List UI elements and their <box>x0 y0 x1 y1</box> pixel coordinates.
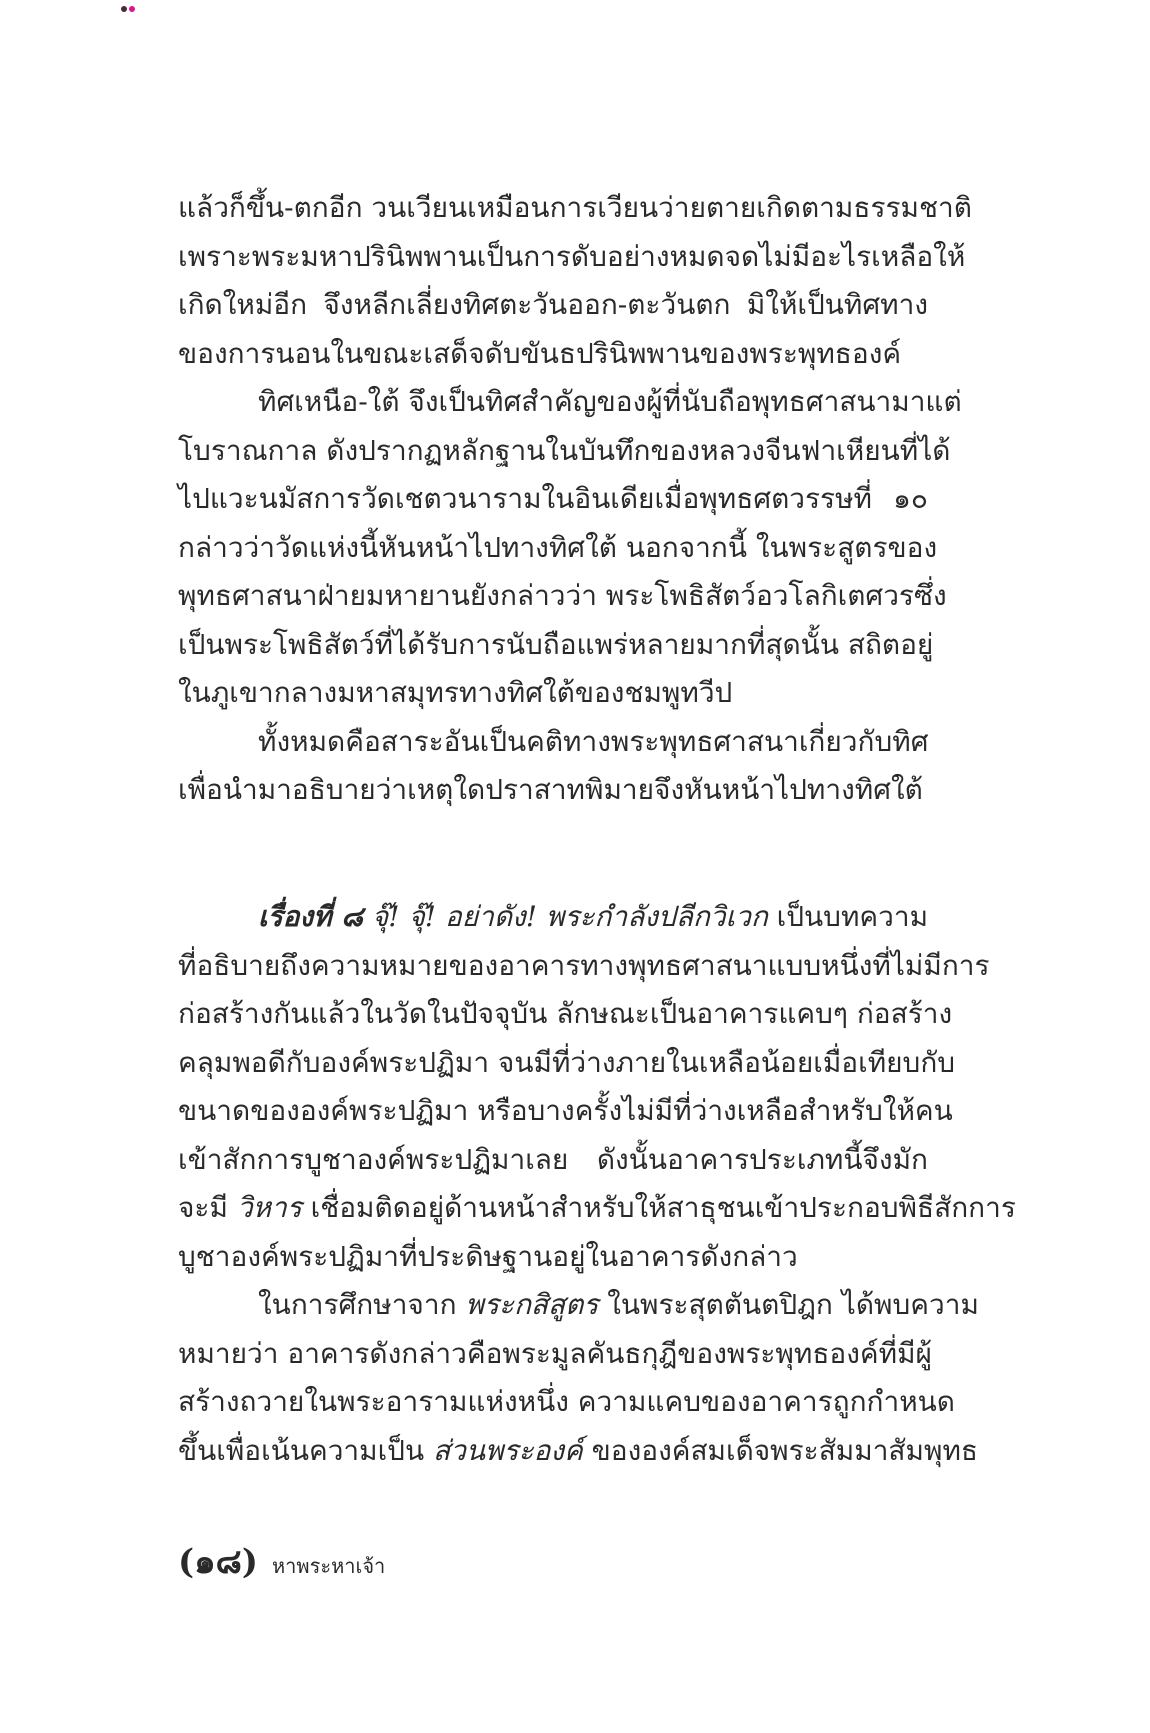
text-fragment: จะมี <box>178 1191 237 1224</box>
text-line: ทิศเหนือ-ใต้ จึงเป็นทิศสำคัญของผู้ที่นับถือพุทธศาสนามาแต่ <box>258 385 962 418</box>
text-fragment: ในการศึกษาจาก <box>258 1288 466 1321</box>
text-line: หมายว่า อาคารดังกล่าวคือพระมูลคันธกุฎีของพระพุทธองค์ที่มีผู้ <box>178 1336 932 1370</box>
text-line: แล้วก็ขึ้น-ตกอีก วนเวียนเหมือนการเวียนว่ายตายเกิดตามธรรมชาติ <box>178 191 972 224</box>
italic-term: พระกสิสูตร <box>465 1288 599 1321</box>
italic-term: ส่วนพระองค์ <box>433 1433 583 1467</box>
story-number: เรื่องที่ ๘ <box>258 900 363 933</box>
text-fragment: ขึ้นเพื่อเน้นความเป็น <box>178 1433 433 1467</box>
text-line: บูชาองค์พระปฏิมาที่ประดิษฐานอยู่ในอาคารดังกล่าว <box>178 1239 798 1273</box>
paragraph-block-1 <box>178 184 972 815</box>
text-line: ของการนอนในขณะเสด็จดับขันธปรินิพพานของพระพุทธองค์ <box>178 336 902 370</box>
magenta-dot <box>129 6 135 12</box>
text-line <box>178 1281 979 1330</box>
dark-dot <box>121 6 127 12</box>
text-fragment: ขององค์สมเด็จพระสัมมาสัมพุทธ <box>582 1433 978 1467</box>
text-line: เป็นพระโพธิสัตว์ที่ได้รับการนับถือแพร่หลายมากที่สุดนั้น สถิตอยู่ <box>178 627 934 661</box>
text-line: เพราะพระมหาปรินิพพานเป็นการดับอย่างหมดจดไม่มีอะไรเหลือให้ <box>178 239 966 273</box>
text-fragment: เป็นบทความ <box>767 900 929 933</box>
text-line: ขนาดขององค์พระปฏิมา หรือบางครั้งไม่มีที่ว่างเหลือสำหรับให้คน <box>178 1094 953 1127</box>
page-footer <box>178 1534 385 1588</box>
text-line: โบราณกาล ดังปรากฏหลักฐานในบันทึกของหลวงจีนฟาเหียนที่ได้ <box>178 433 951 467</box>
book-title: หาพระหาเจ้า <box>272 1554 386 1578</box>
story-heading-line <box>178 893 928 942</box>
text-line: ที่อธิบายถึงความหมายของอาคารทางพุทธศาสนาแบบหนึ่งที่ไม่มีการ <box>178 948 990 982</box>
text-line: สร้างถวายในพระอารามแห่งหนึ่ง ความแคบของอาคารถูกกำหนด <box>178 1385 955 1418</box>
text-line: เกิดใหม่อีก จึงหลีกเลี่ยงทิศตะวันออก-ตะวันตก มิให้เป็นทิศทาง <box>178 288 928 321</box>
text-line: ไปแวะนมัสการวัดเชตวนารามในอินเดียเมื่อพุทธศตวรรษที่ ๑๐ <box>178 482 928 515</box>
text-line <box>178 1427 978 1476</box>
page-number: (๑๘) <box>178 1542 258 1582</box>
italic-term: วิหาร <box>236 1191 302 1224</box>
color-registration-mark <box>121 6 135 12</box>
text-line: ในภูเขากลางมหาสมุทรทางทิศใต้ของชมพูทวีป <box>178 676 733 709</box>
text-line: พุทธศาสนาฝ่ายมหายานยังกล่าวว่า พระโพธิสัตว์อวโลกิเตศวรซึ่ง <box>178 579 947 612</box>
text-line: เพื่อนำมาอธิบายว่าเหตุใดปราสาทพิมายจึงหันหน้าไปทางทิศใต้ <box>178 773 923 806</box>
story-title: จุ๊! จุ๊! อย่าดัง! พระกำลังปลีกวิเวก <box>362 900 768 933</box>
text-fragment: ในพระสุตตันตปิฎก ได้พบความ <box>598 1288 979 1321</box>
text-line <box>178 1184 1016 1233</box>
text-line: กล่าวว่าวัดแห่งนี้หันหน้าไปทางทิศใต้ นอกจากนี้ ในพระสูตรของ <box>178 530 938 564</box>
text-line: ก่อสร้างกันแล้วในวัดในปัจจุบัน ลักษณะเป็นอาคารแคบๆ ก่อสร้าง <box>178 997 953 1030</box>
text-line: คลุมพอดีกับองค์พระปฏิมา จนมีที่ว่างภายในเหลือน้อยเมื่อเทียบกับ <box>178 1045 956 1079</box>
text-line: เข้าสักการบูชาองค์พระปฏิมาเลย ดังนั้นอาคารประเภทนี้จึงมัก <box>178 1142 928 1176</box>
text-line: ทั้งหมดคือสาระอันเป็นคติทางพระพุทธศาสนาเกี่ยวกับทิศ <box>258 724 929 758</box>
text-fragment: เชื่อมติดอยู่ด้านหน้าสำหรับให้สาธุชนเข้าประกอบพิธีสักการ <box>301 1191 1016 1224</box>
paragraph-block-2 <box>178 893 1016 1475</box>
